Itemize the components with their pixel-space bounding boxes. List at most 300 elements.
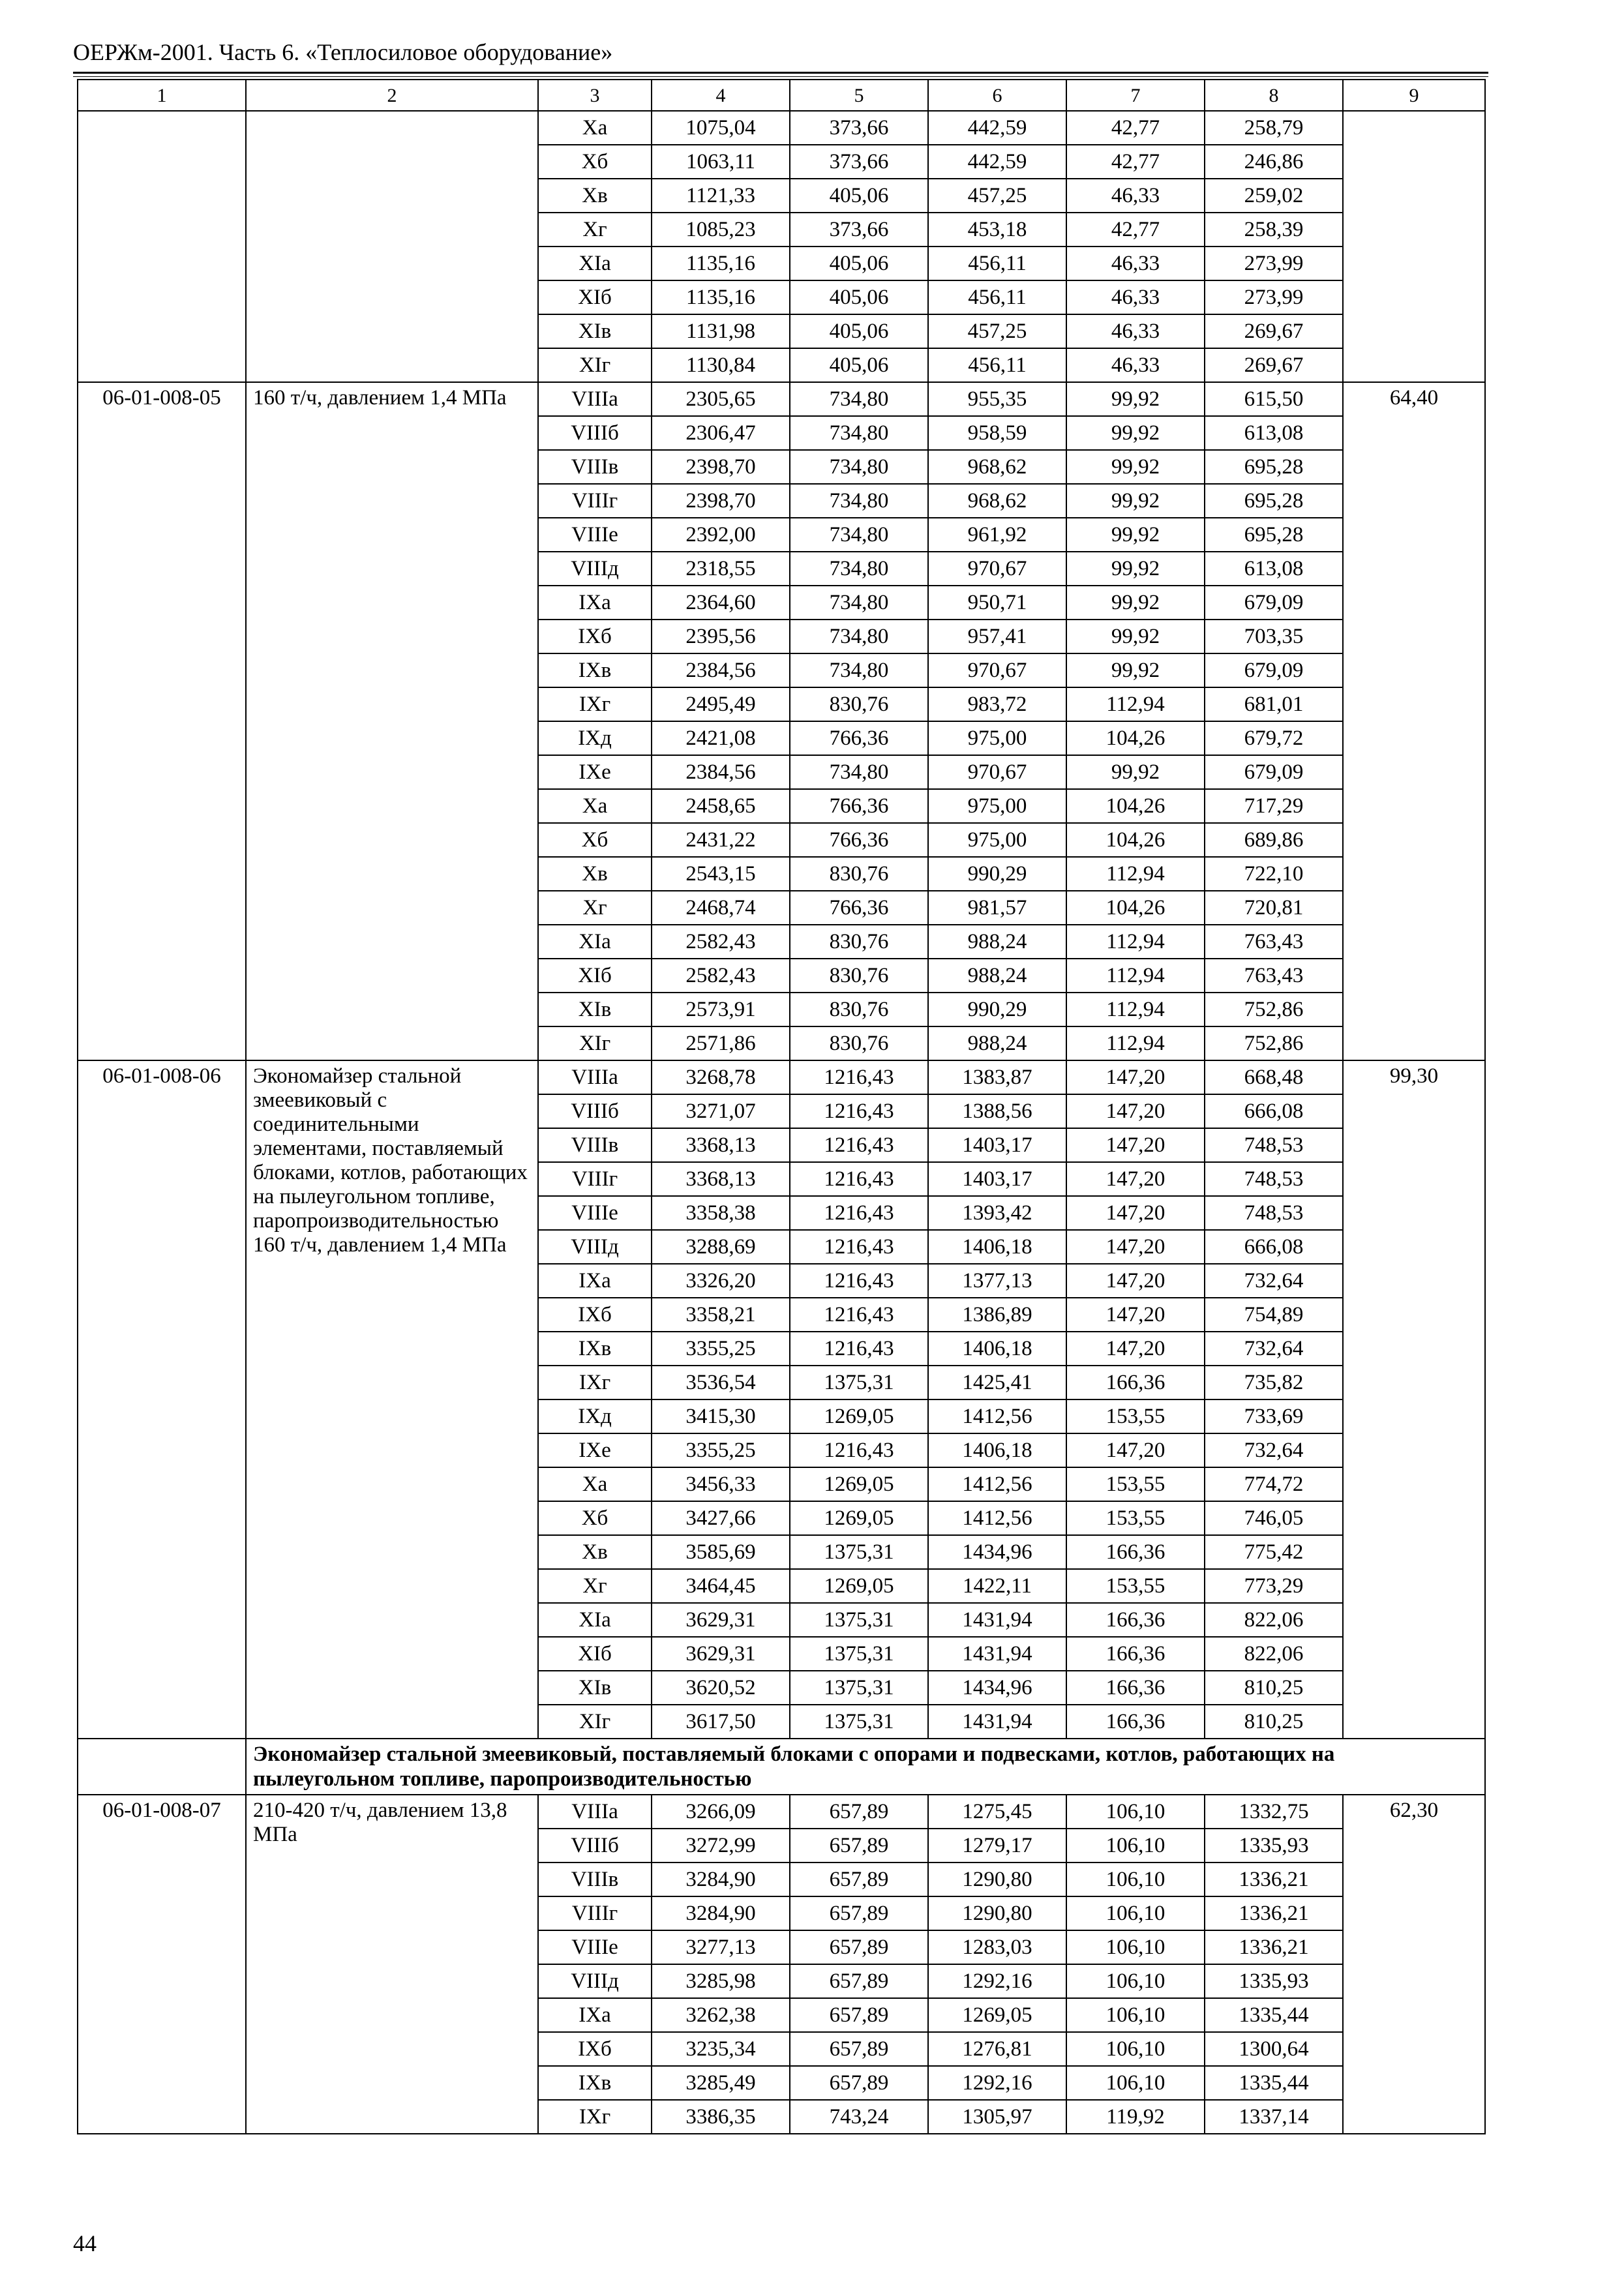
value-col5-cell: 830,76 xyxy=(790,687,928,721)
value-col5-cell: 766,36 xyxy=(790,823,928,857)
value-col7-cell: 166,36 xyxy=(1066,1705,1205,1739)
value-col8-cell: 1300,64 xyxy=(1205,2032,1343,2066)
value-col4-cell: 3585,69 xyxy=(652,1535,790,1569)
value-col5-cell: 657,89 xyxy=(790,1896,928,1930)
region-cell: IXв xyxy=(538,1332,652,1366)
value-col5-cell: 1216,43 xyxy=(790,1094,928,1128)
value-col4-cell: 2543,15 xyxy=(652,857,790,891)
value-col6-cell: 1290,80 xyxy=(928,1896,1066,1930)
value-col7-cell: 99,92 xyxy=(1066,586,1205,620)
value-col6-cell: 1292,16 xyxy=(928,2066,1066,2100)
value-col7-cell: 153,55 xyxy=(1066,1467,1205,1501)
region-cell: XIa xyxy=(538,925,652,959)
value-col7-cell: 106,10 xyxy=(1066,2066,1205,2100)
region-cell: XIг xyxy=(538,1705,652,1739)
value-col8-cell: 1336,21 xyxy=(1205,1863,1343,1896)
region-cell: XIa xyxy=(538,247,652,280)
value-col6-cell: 1431,94 xyxy=(928,1705,1066,1739)
value-col6-cell: 1434,96 xyxy=(928,1535,1066,1569)
value-col6-cell: 1393,42 xyxy=(928,1196,1066,1230)
value-col8-cell: 695,28 xyxy=(1205,450,1343,484)
value-col8-cell: 613,08 xyxy=(1205,552,1343,586)
value-col4-cell: 2458,65 xyxy=(652,789,790,823)
region-cell: Xб xyxy=(538,823,652,857)
value-col4-cell: 2364,60 xyxy=(652,586,790,620)
value-col7-cell: 147,20 xyxy=(1066,1060,1205,1094)
value-col5-cell: 1216,43 xyxy=(790,1162,928,1196)
value-col8-cell: 722,10 xyxy=(1205,857,1343,891)
value-col7-cell: 99,92 xyxy=(1066,653,1205,687)
value-col7-cell: 147,20 xyxy=(1066,1264,1205,1298)
region-cell: VIIIa xyxy=(538,382,652,416)
column-number: 8 xyxy=(1205,80,1343,111)
value-col7-cell: 104,26 xyxy=(1066,891,1205,925)
value-col6-cell: 961,92 xyxy=(928,518,1066,552)
value-col8-cell: 754,89 xyxy=(1205,1298,1343,1332)
value-col8-cell: 748,53 xyxy=(1205,1128,1343,1162)
value-col4-cell: 3620,52 xyxy=(652,1671,790,1705)
value-col8-cell: 810,25 xyxy=(1205,1671,1343,1705)
region-cell: VIIIе xyxy=(538,518,652,552)
value-col7-cell: 106,10 xyxy=(1066,1896,1205,1930)
value-col5-cell: 1216,43 xyxy=(790,1060,928,1094)
value-col7-cell: 42,77 xyxy=(1066,111,1205,145)
value-col6-cell: 442,59 xyxy=(928,145,1066,179)
value-col8-cell: 666,08 xyxy=(1205,1230,1343,1264)
value-col5-cell: 1216,43 xyxy=(790,1332,928,1366)
column-9-value: 64,40 xyxy=(1343,382,1485,1060)
value-col6-cell: 970,67 xyxy=(928,755,1066,789)
value-col4-cell: 3358,38 xyxy=(652,1196,790,1230)
value-col5-cell: 743,24 xyxy=(790,2100,928,2134)
region-cell: Xг xyxy=(538,891,652,925)
value-col5-cell: 734,80 xyxy=(790,653,928,687)
value-col6-cell: 1276,81 xyxy=(928,2032,1066,2066)
value-col7-cell: 147,20 xyxy=(1066,1433,1205,1467)
section-title-row xyxy=(78,1739,1485,1795)
value-col8-cell: 748,53 xyxy=(1205,1162,1343,1196)
value-col4-cell: 1135,16 xyxy=(652,247,790,280)
value-col6-cell: 456,11 xyxy=(928,247,1066,280)
value-col5-cell: 830,76 xyxy=(790,959,928,993)
value-col4-cell: 3271,07 xyxy=(652,1094,790,1128)
value-col8-cell: 679,09 xyxy=(1205,586,1343,620)
value-col8-cell: 689,86 xyxy=(1205,823,1343,857)
header-rule-thick xyxy=(73,72,1488,74)
value-col4-cell: 3368,13 xyxy=(652,1128,790,1162)
value-col7-cell: 147,20 xyxy=(1066,1298,1205,1332)
value-col8-cell: 717,29 xyxy=(1205,789,1343,823)
region-cell: VIIIв xyxy=(538,450,652,484)
value-col4-cell: 3386,35 xyxy=(652,2100,790,2134)
region-cell: VIIIa xyxy=(538,1060,652,1094)
value-col4-cell: 3285,49 xyxy=(652,2066,790,2100)
value-col7-cell: 166,36 xyxy=(1066,1366,1205,1399)
value-col4-cell: 2398,70 xyxy=(652,450,790,484)
value-col8-cell: 668,48 xyxy=(1205,1060,1343,1094)
value-col6-cell: 442,59 xyxy=(928,111,1066,145)
value-col5-cell: 734,80 xyxy=(790,620,928,653)
region-cell: Xб xyxy=(538,1501,652,1535)
value-col6-cell: 457,25 xyxy=(928,314,1066,348)
value-col7-cell: 166,36 xyxy=(1066,1671,1205,1705)
value-col8-cell: 703,35 xyxy=(1205,620,1343,653)
rate-code: 06-01-008-06 xyxy=(78,1060,246,1739)
value-col5-cell: 734,80 xyxy=(790,484,928,518)
value-col6-cell: 1422,11 xyxy=(928,1569,1066,1603)
value-col4-cell: 1135,16 xyxy=(652,280,790,314)
value-col8-cell: 1335,93 xyxy=(1205,1964,1343,1998)
value-col8-cell: 752,86 xyxy=(1205,1026,1343,1060)
value-col6-cell: 456,11 xyxy=(928,348,1066,382)
value-col4-cell: 3355,25 xyxy=(652,1433,790,1467)
value-col6-cell: 1406,18 xyxy=(928,1433,1066,1467)
value-col5-cell: 1375,31 xyxy=(790,1603,928,1637)
value-col4-cell: 2573,91 xyxy=(652,993,790,1026)
value-col6-cell: 958,59 xyxy=(928,416,1066,450)
rate-code xyxy=(78,111,246,382)
value-col6-cell: 1377,13 xyxy=(928,1264,1066,1298)
value-col7-cell: 147,20 xyxy=(1066,1196,1205,1230)
rates-table-body xyxy=(78,80,1485,2134)
value-col8-cell: 1332,75 xyxy=(1205,1795,1343,1829)
value-col5-cell: 657,89 xyxy=(790,1829,928,1863)
value-col5-cell: 405,06 xyxy=(790,348,928,382)
region-cell: XIa xyxy=(538,1603,652,1637)
value-col4-cell: 3285,98 xyxy=(652,1964,790,1998)
value-col4-cell: 2468,74 xyxy=(652,891,790,925)
value-col7-cell: 46,33 xyxy=(1066,348,1205,382)
value-col7-cell: 99,92 xyxy=(1066,518,1205,552)
value-col5-cell: 830,76 xyxy=(790,993,928,1026)
value-col4-cell: 3326,20 xyxy=(652,1264,790,1298)
column-number: 3 xyxy=(538,80,652,111)
value-col4-cell: 2384,56 xyxy=(652,653,790,687)
value-col5-cell: 766,36 xyxy=(790,721,928,755)
region-cell: XIб xyxy=(538,280,652,314)
value-col5-cell: 1375,31 xyxy=(790,1366,928,1399)
region-cell: VIIIг xyxy=(538,484,652,518)
value-col8-cell: 695,28 xyxy=(1205,484,1343,518)
value-col8-cell: 679,09 xyxy=(1205,755,1343,789)
value-col6-cell: 975,00 xyxy=(928,823,1066,857)
region-cell: XIв xyxy=(538,1671,652,1705)
value-col6-cell: 1388,56 xyxy=(928,1094,1066,1128)
value-col8-cell: 1335,93 xyxy=(1205,1829,1343,1863)
region-cell: IXб xyxy=(538,1298,652,1332)
rate-description: Экономайзер стальной змеевиковый с соединительными элементами, поставляемый блоками, котлов, работающих на пылеугольном топливе, паропроизводительностью 160 т/ч, давлением 1,4 МПа xyxy=(246,1060,538,1739)
value-col5-cell: 734,80 xyxy=(790,382,928,416)
value-col5-cell: 373,66 xyxy=(790,111,928,145)
value-col7-cell: 153,55 xyxy=(1066,1399,1205,1433)
value-col4-cell: 3629,31 xyxy=(652,1603,790,1637)
value-col5-cell: 830,76 xyxy=(790,857,928,891)
rate-code: 06-01-008-07 xyxy=(78,1795,246,2134)
value-col7-cell: 106,10 xyxy=(1066,1998,1205,2032)
value-col7-cell: 112,94 xyxy=(1066,687,1205,721)
region-cell: VIIIе xyxy=(538,1930,652,1964)
value-col6-cell: 950,71 xyxy=(928,586,1066,620)
value-col6-cell: 988,24 xyxy=(928,925,1066,959)
value-col4-cell: 1085,23 xyxy=(652,213,790,247)
value-col5-cell: 1216,43 xyxy=(790,1433,928,1467)
value-col6-cell: 1412,56 xyxy=(928,1467,1066,1501)
value-col4-cell: 2306,47 xyxy=(652,416,790,450)
value-col6-cell: 955,35 xyxy=(928,382,1066,416)
value-col7-cell: 99,92 xyxy=(1066,552,1205,586)
value-col6-cell: 1283,03 xyxy=(928,1930,1066,1964)
region-cell: IXб xyxy=(538,2032,652,2066)
value-col8-cell: 1336,21 xyxy=(1205,1896,1343,1930)
value-col6-cell: 1279,17 xyxy=(928,1829,1066,1863)
value-col4-cell: 3268,78 xyxy=(652,1060,790,1094)
value-col8-cell: 679,72 xyxy=(1205,721,1343,755)
value-col6-cell: 1431,94 xyxy=(928,1637,1066,1671)
region-cell: Xг xyxy=(538,213,652,247)
value-col5-cell: 766,36 xyxy=(790,891,928,925)
value-col7-cell: 99,92 xyxy=(1066,382,1205,416)
page-number: 44 xyxy=(73,2230,97,2256)
column-number: 6 xyxy=(928,80,1066,111)
value-col5-cell: 830,76 xyxy=(790,1026,928,1060)
region-cell: IXa xyxy=(538,1264,652,1298)
value-col6-cell: 1406,18 xyxy=(928,1230,1066,1264)
value-col4-cell: 3272,99 xyxy=(652,1829,790,1863)
column-number: 4 xyxy=(652,80,790,111)
value-col8-cell: 775,42 xyxy=(1205,1535,1343,1569)
value-col5-cell: 1216,43 xyxy=(790,1298,928,1332)
value-col5-cell: 657,89 xyxy=(790,2066,928,2100)
value-col7-cell: 42,77 xyxy=(1066,145,1205,179)
value-col5-cell: 405,06 xyxy=(790,280,928,314)
value-col8-cell: 810,25 xyxy=(1205,1705,1343,1739)
column-number: 1 xyxy=(78,80,246,111)
region-cell: IXе xyxy=(538,755,652,789)
value-col5-cell: 1216,43 xyxy=(790,1196,928,1230)
region-cell: XIв xyxy=(538,314,652,348)
value-col8-cell: 822,06 xyxy=(1205,1637,1343,1671)
column-number-row xyxy=(78,80,1485,111)
value-col4-cell: 3427,66 xyxy=(652,1501,790,1535)
value-col8-cell: 752,86 xyxy=(1205,993,1343,1026)
value-col8-cell: 773,29 xyxy=(1205,1569,1343,1603)
value-col4-cell: 3456,33 xyxy=(652,1467,790,1501)
value-col8-cell: 720,81 xyxy=(1205,891,1343,925)
value-col7-cell: 119,92 xyxy=(1066,2100,1205,2134)
value-col5-cell: 405,06 xyxy=(790,179,928,213)
value-col4-cell: 3358,21 xyxy=(652,1298,790,1332)
region-cell: Xб xyxy=(538,145,652,179)
value-col4-cell: 2305,65 xyxy=(652,382,790,416)
region-cell: VIIIд xyxy=(538,1964,652,1998)
value-col8-cell: 735,82 xyxy=(1205,1366,1343,1399)
value-col5-cell: 373,66 xyxy=(790,145,928,179)
value-col4-cell: 3617,50 xyxy=(652,1705,790,1739)
value-col7-cell: 112,94 xyxy=(1066,993,1205,1026)
value-col5-cell: 405,06 xyxy=(790,247,928,280)
region-cell: VIIIд xyxy=(538,1230,652,1264)
value-col4-cell: 2395,56 xyxy=(652,620,790,653)
value-col6-cell: 988,24 xyxy=(928,959,1066,993)
value-col5-cell: 1269,05 xyxy=(790,1467,928,1501)
value-col7-cell: 106,10 xyxy=(1066,1930,1205,1964)
rates-table xyxy=(77,79,1486,2134)
value-col4-cell: 2431,22 xyxy=(652,823,790,857)
value-col4-cell: 2421,08 xyxy=(652,721,790,755)
value-col5-cell: 657,89 xyxy=(790,1795,928,1829)
value-col4-cell: 2582,43 xyxy=(652,925,790,959)
value-col6-cell: 990,29 xyxy=(928,993,1066,1026)
table-row xyxy=(78,111,1485,145)
region-cell: XIб xyxy=(538,1637,652,1671)
value-col8-cell: 733,69 xyxy=(1205,1399,1343,1433)
value-col7-cell: 46,33 xyxy=(1066,280,1205,314)
value-col6-cell: 457,25 xyxy=(928,179,1066,213)
value-col4-cell: 3629,31 xyxy=(652,1637,790,1671)
value-col5-cell: 1269,05 xyxy=(790,1399,928,1433)
value-col4-cell: 2392,00 xyxy=(652,518,790,552)
value-col7-cell: 104,26 xyxy=(1066,721,1205,755)
region-cell: Xa xyxy=(538,1467,652,1501)
value-col7-cell: 99,92 xyxy=(1066,620,1205,653)
value-col4-cell: 2571,86 xyxy=(652,1026,790,1060)
value-col5-cell: 1269,05 xyxy=(790,1501,928,1535)
value-col8-cell: 774,72 xyxy=(1205,1467,1343,1501)
value-col7-cell: 153,55 xyxy=(1066,1501,1205,1535)
value-col5-cell: 657,89 xyxy=(790,2032,928,2066)
value-col8-cell: 679,09 xyxy=(1205,653,1343,687)
value-col4-cell: 3536,54 xyxy=(652,1366,790,1399)
value-col7-cell: 147,20 xyxy=(1066,1230,1205,1264)
value-col8-cell: 613,08 xyxy=(1205,416,1343,450)
value-col6-cell: 1425,41 xyxy=(928,1366,1066,1399)
value-col8-cell: 1337,14 xyxy=(1205,2100,1343,2134)
value-col5-cell: 766,36 xyxy=(790,789,928,823)
value-col4-cell: 1131,98 xyxy=(652,314,790,348)
value-col7-cell: 42,77 xyxy=(1066,213,1205,247)
region-cell: IXa xyxy=(538,586,652,620)
value-col6-cell: 1269,05 xyxy=(928,1998,1066,2032)
value-col8-cell: 258,39 xyxy=(1205,213,1343,247)
value-col6-cell: 1406,18 xyxy=(928,1332,1066,1366)
value-col4-cell: 2384,56 xyxy=(652,755,790,789)
value-col6-cell: 1412,56 xyxy=(928,1399,1066,1433)
region-cell: VIIIг xyxy=(538,1162,652,1196)
value-col6-cell: 970,67 xyxy=(928,552,1066,586)
column-9-value: 99,30 xyxy=(1343,1060,1485,1739)
value-col5-cell: 657,89 xyxy=(790,1964,928,1998)
region-cell: Xв xyxy=(538,179,652,213)
region-cell: Xг xyxy=(538,1569,652,1603)
value-col8-cell: 1335,44 xyxy=(1205,1998,1343,2032)
region-cell: VIIIв xyxy=(538,1128,652,1162)
column-number: 7 xyxy=(1066,80,1205,111)
value-col7-cell: 46,33 xyxy=(1066,247,1205,280)
value-col6-cell: 1275,45 xyxy=(928,1795,1066,1829)
region-cell: VIIIб xyxy=(538,1829,652,1863)
region-cell: IXд xyxy=(538,1399,652,1433)
value-col8-cell: 666,08 xyxy=(1205,1094,1343,1128)
value-col8-cell: 269,67 xyxy=(1205,314,1343,348)
section-title-spacer xyxy=(78,1739,246,1795)
value-col6-cell: 981,57 xyxy=(928,891,1066,925)
value-col8-cell: 615,50 xyxy=(1205,382,1343,416)
region-cell: IXв xyxy=(538,653,652,687)
value-col5-cell: 830,76 xyxy=(790,925,928,959)
value-col4-cell: 3266,09 xyxy=(652,1795,790,1829)
region-cell: IXг xyxy=(538,687,652,721)
value-col6-cell: 1431,94 xyxy=(928,1603,1066,1637)
value-col8-cell: 1335,44 xyxy=(1205,2066,1343,2100)
value-col4-cell: 2582,43 xyxy=(652,959,790,993)
value-col6-cell: 988,24 xyxy=(928,1026,1066,1060)
value-col8-cell: 746,05 xyxy=(1205,1501,1343,1535)
value-col7-cell: 104,26 xyxy=(1066,823,1205,857)
value-col5-cell: 1216,43 xyxy=(790,1128,928,1162)
value-col8-cell: 822,06 xyxy=(1205,1603,1343,1637)
value-col4-cell: 2318,55 xyxy=(652,552,790,586)
region-cell: VIIIд xyxy=(538,552,652,586)
region-cell: Xa xyxy=(538,789,652,823)
value-col5-cell: 657,89 xyxy=(790,1930,928,1964)
value-col7-cell: 147,20 xyxy=(1066,1162,1205,1196)
value-col8-cell: 732,64 xyxy=(1205,1332,1343,1366)
value-col6-cell: 1434,96 xyxy=(928,1671,1066,1705)
value-col8-cell: 273,99 xyxy=(1205,280,1343,314)
value-col7-cell: 106,10 xyxy=(1066,1964,1205,1998)
value-col4-cell: 3355,25 xyxy=(652,1332,790,1366)
value-col7-cell: 166,36 xyxy=(1066,1535,1205,1569)
value-col7-cell: 106,10 xyxy=(1066,1863,1205,1896)
value-col7-cell: 104,26 xyxy=(1066,789,1205,823)
value-col4-cell: 2495,49 xyxy=(652,687,790,721)
value-col6-cell: 1290,80 xyxy=(928,1863,1066,1896)
value-col7-cell: 147,20 xyxy=(1066,1128,1205,1162)
region-cell: VIIIг xyxy=(538,1896,652,1930)
value-col7-cell: 112,94 xyxy=(1066,1026,1205,1060)
value-col4-cell: 3262,38 xyxy=(652,1998,790,2032)
value-col4-cell: 3368,13 xyxy=(652,1162,790,1196)
rate-description: 210-420 т/ч, давлением 13,8 МПа xyxy=(246,1795,538,2134)
value-col5-cell: 405,06 xyxy=(790,314,928,348)
value-col8-cell: 258,79 xyxy=(1205,111,1343,145)
value-col4-cell: 3277,13 xyxy=(652,1930,790,1964)
value-col7-cell: 147,20 xyxy=(1066,1332,1205,1366)
page-header-title: ОЕРЖм-2001. Часть 6. «Теплосиловое оборудование» xyxy=(73,39,613,65)
value-col5-cell: 657,89 xyxy=(790,1863,928,1896)
region-cell: IXг xyxy=(538,1366,652,1399)
value-col5-cell: 734,80 xyxy=(790,586,928,620)
column-9-value: 62,30 xyxy=(1343,1795,1485,2134)
column-9-value xyxy=(1343,111,1485,382)
value-col4-cell: 1121,33 xyxy=(652,179,790,213)
value-col6-cell: 453,18 xyxy=(928,213,1066,247)
value-col8-cell: 763,43 xyxy=(1205,959,1343,993)
region-cell: IXв xyxy=(538,2066,652,2100)
value-col6-cell: 456,11 xyxy=(928,280,1066,314)
value-col5-cell: 1375,31 xyxy=(790,1535,928,1569)
value-col5-cell: 734,80 xyxy=(790,552,928,586)
value-col4-cell: 1075,04 xyxy=(652,111,790,145)
value-col8-cell: 748,53 xyxy=(1205,1196,1343,1230)
value-col7-cell: 99,92 xyxy=(1066,484,1205,518)
value-col6-cell: 968,62 xyxy=(928,484,1066,518)
region-cell: VIIIб xyxy=(538,1094,652,1128)
value-col6-cell: 975,00 xyxy=(928,789,1066,823)
value-col4-cell: 3284,90 xyxy=(652,1896,790,1930)
value-col7-cell: 112,94 xyxy=(1066,925,1205,959)
value-col7-cell: 153,55 xyxy=(1066,1569,1205,1603)
